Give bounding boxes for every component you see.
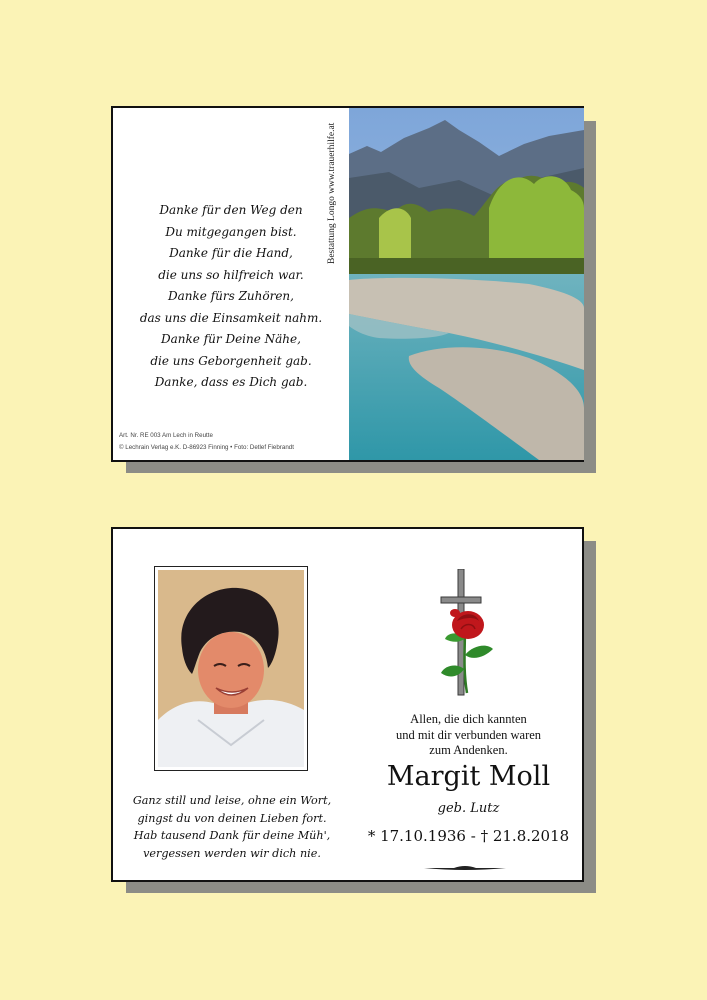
publisher-credit: © Lechrain Verlag e.K. D-86923 Finning • Foto: Detlef Fiebrandt <box>119 444 294 451</box>
quote-line: gingst du von deinen Lieben fort. <box>137 811 327 825</box>
portrait-photo <box>158 570 304 767</box>
portrait-photo-icon <box>158 570 304 767</box>
dedication-line: und mit dir verbunden waren <box>395 727 542 742</box>
poem-line: Danke für die Hand, <box>169 246 293 260</box>
poem-line: das uns die Einsamkeit nahm. <box>139 310 323 325</box>
dedication-text <box>351 712 586 759</box>
poem-line: Danke, dass es Dich gab. <box>154 375 308 389</box>
deceased-name: Margit Moll <box>386 761 551 792</box>
maiden-name: geb. Lutz <box>437 801 500 816</box>
article-number: Art. Nr. RE 003 Am Lech in Reutte <box>119 432 213 439</box>
poem-text <box>113 200 349 394</box>
poem-line: die uns Geborgenheit gab. <box>150 353 312 368</box>
dedication-line: zum Andenken. <box>429 743 508 757</box>
poem-line: die uns so hilfreich war. <box>158 267 304 282</box>
quote-line: Hab tausend Dank für deine Müh', <box>133 829 331 842</box>
poem-line: Danke für den Weg den <box>159 203 303 217</box>
poem-line: Danke für Deine Nähe, <box>161 332 301 346</box>
landscape-photo <box>349 108 584 460</box>
ornament-divider <box>424 857 506 865</box>
memorial-quote <box>113 792 351 862</box>
dedication-line: Allen, die dich kannten <box>410 712 527 726</box>
portrait-frame <box>154 566 308 771</box>
card-front <box>111 106 584 462</box>
poem-line: Du mitgegangen bist. <box>165 224 297 239</box>
quote-line: vergessen werden wir dich nie. <box>143 846 321 860</box>
vertical-credit: Bestattung Longo www.trauerhilfe.at <box>327 122 337 264</box>
life-dates: * 17.10.1936 - † 21.8.2018 <box>367 827 570 845</box>
landscape-river-mountain-icon <box>349 108 584 460</box>
card-back <box>111 527 584 882</box>
poem-line: Danke fürs Zuhören, <box>168 289 294 303</box>
cross-with-rose-icon <box>435 569 499 699</box>
quote-line: Ganz still und leise, ohne ein Wort, <box>132 794 332 807</box>
